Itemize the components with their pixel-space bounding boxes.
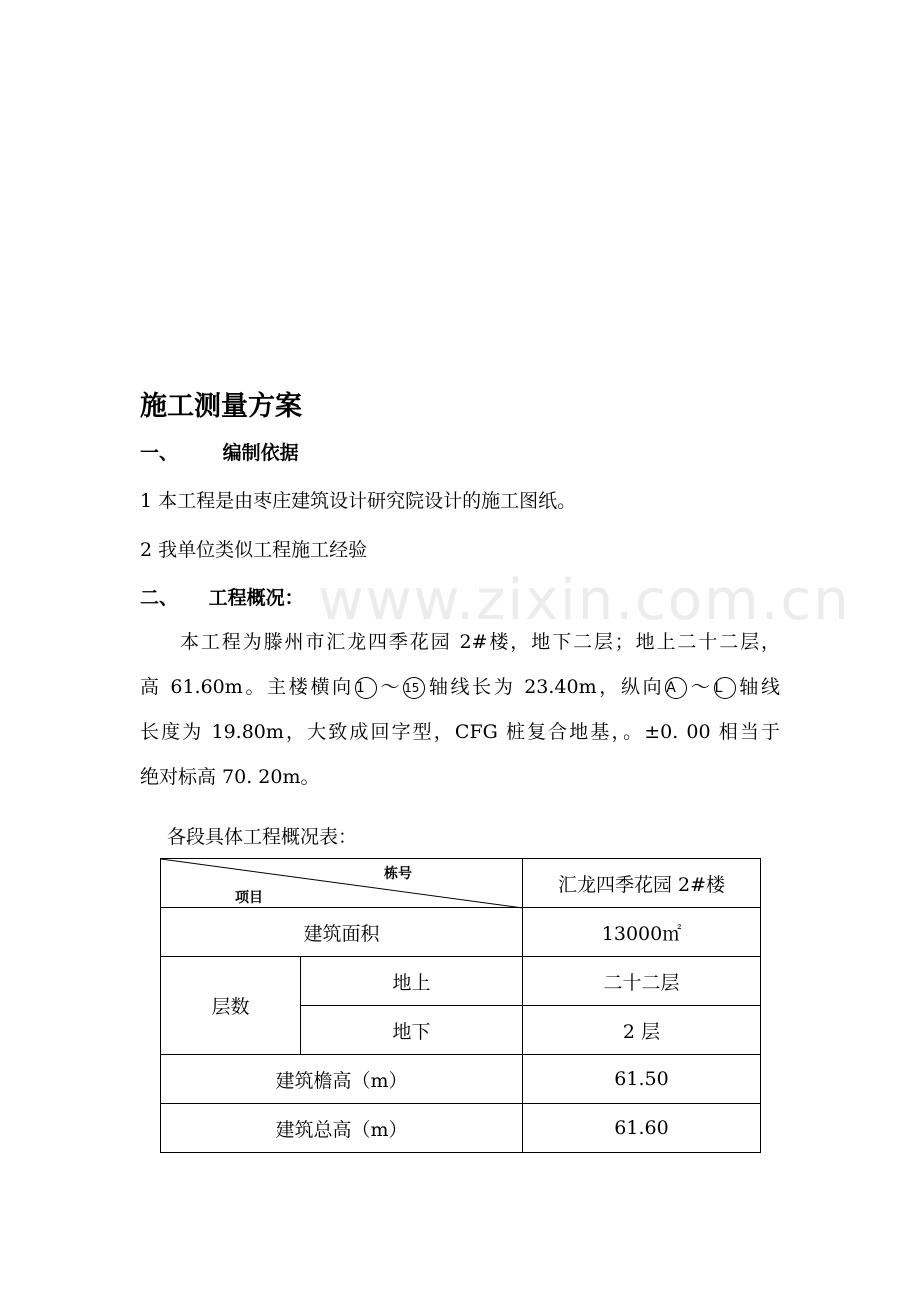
overview-line-2 <box>140 665 780 710</box>
section-1-number: 一、 <box>140 442 179 464</box>
overview-line-4: 绝对标高 70. 20m。 <box>140 766 320 788</box>
header-item-label: 项目 <box>235 890 263 906</box>
table-row <box>161 859 761 908</box>
watermark: www.zixin.com.cn <box>318 568 851 633</box>
table-row <box>161 1104 761 1153</box>
axis-l-marker: L <box>714 677 736 699</box>
eave-height-value-cell: 61.50 <box>523 1055 761 1104</box>
floors-label-cell: 层数 <box>161 957 301 1055</box>
section-2-number: 二、 <box>140 587 179 609</box>
basis-item-1: 1 本工程是由枣庄建筑设计研究院设计的施工图纸。 <box>140 490 577 512</box>
overview-line-2b: 轴线长为 23.40m，纵向 <box>426 676 665 698</box>
below-label-cell: 地下 <box>301 1006 523 1055</box>
overview-paragraph <box>140 620 780 800</box>
project-overview-table <box>160 858 761 1153</box>
below-value-cell: 2 层 <box>523 1006 761 1055</box>
area-label-cell: 建筑面积 <box>161 908 523 957</box>
diagonal-header-cell <box>161 859 523 908</box>
eave-height-label-cell: 建筑檐高（m） <box>161 1055 523 1104</box>
overview-line-1: 本工程为滕州市汇龙四季花园 2#楼，地下二层；地上二十二层， <box>180 631 780 653</box>
section-1-title: 编制依据 <box>222 442 299 464</box>
overview-line-3: 长度为 19.80m，大致成回字型，CFG 桩复合地基，。±0. 00 相当于 <box>140 721 780 743</box>
above-value-cell: 二十二层 <box>523 957 761 1006</box>
section-1-heading <box>140 438 299 465</box>
above-label-cell: 地上 <box>301 957 523 1006</box>
basis-item-2: 2 我单位类似工程施工经验 <box>140 539 368 561</box>
section-2-title: 工程概况： <box>208 587 304 609</box>
axis-1-marker: 1 <box>355 677 377 699</box>
total-height-label-cell: 建筑总高（m） <box>161 1104 523 1153</box>
overview-line-2a: 高 61.60m。主楼横向 <box>140 676 354 698</box>
axis-15-marker: 15 <box>403 677 425 699</box>
header-building-label: 栋号 <box>384 866 412 882</box>
axis-a-marker: A <box>665 677 687 699</box>
header-value-cell: 汇龙四季花园 2#楼 <box>523 859 761 908</box>
table-row <box>161 957 761 1006</box>
tilde: ～ <box>377 676 403 698</box>
document-title: 施工测量方案 <box>140 391 302 422</box>
area-value-cell: 13000㎡ <box>523 908 761 957</box>
diagonal-line <box>161 859 523 909</box>
tilde-2: ～ <box>688 676 713 698</box>
table-row <box>161 908 761 957</box>
table-caption: 各段具体工程概况表： <box>167 826 358 848</box>
section-2-heading <box>140 583 304 610</box>
table-row <box>161 1055 761 1104</box>
total-height-value-cell: 61.60 <box>523 1104 761 1153</box>
overview-line-2c: 轴线 <box>736 676 780 698</box>
